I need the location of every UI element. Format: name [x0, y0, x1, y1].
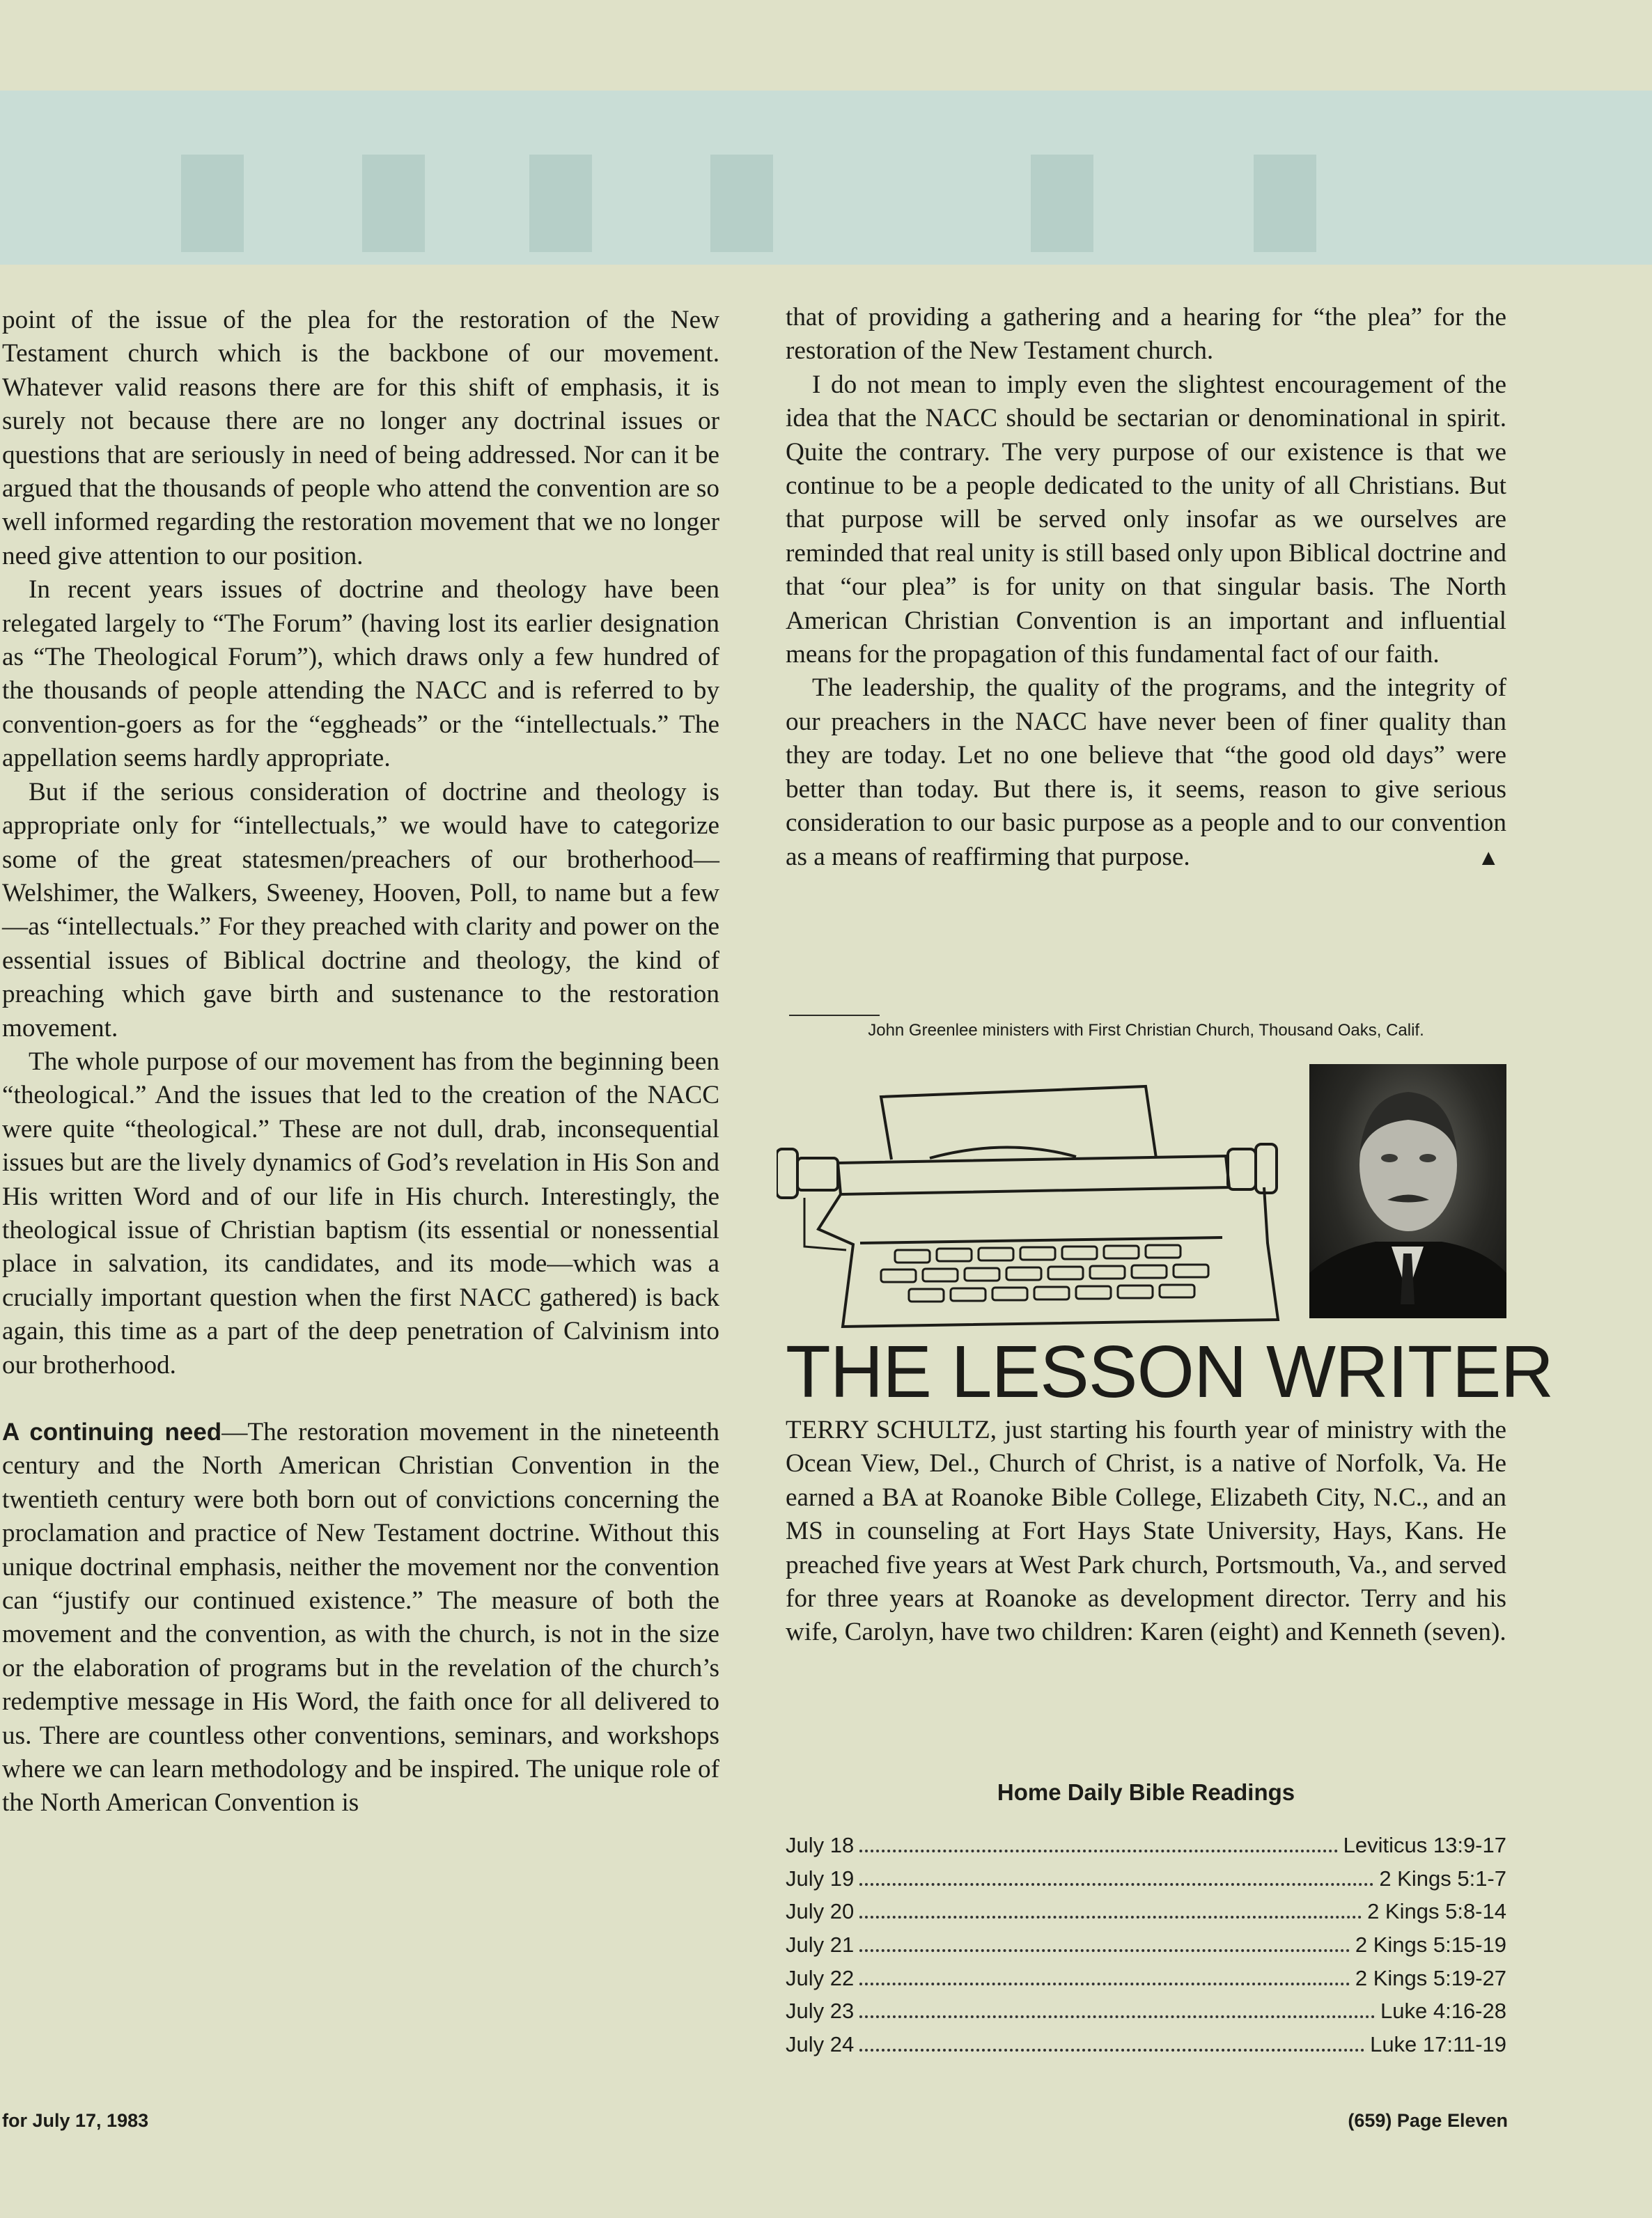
leader-dots [859, 1983, 1350, 1985]
reading-date: July 19 [786, 1866, 855, 1891]
reading-row [786, 1932, 1506, 1966]
reading-date: July 22 [786, 1965, 855, 1990]
reading-ref: 2 Kings 5:19-27 [1355, 1965, 1506, 1990]
article-paragraph: that of providing a gathering and a hearing for “the plea” for the restoration of the New Testament church. [786, 303, 1506, 366]
article-right-column [786, 301, 1506, 874]
article-paragraph [786, 671, 1506, 873]
credit-rule [789, 1015, 880, 1016]
section-heading: A continuing need [2, 1419, 222, 1446]
section-text: —The restoration movement in the nineteenth century and the North American Christian Convention in the twentieth century were both born out of convictions concerning the proclamation and practice of New Testament doctrine. Without this unique doctrinal emphasis, neither the movement nor the convention can “justify our continued existence.” The measure of both the movement and the convention, as with the church, is not in the size or the elaboration of programs but in the revelation of the church’s redemptive message in His Word, the faith once for all delivered to us. There are countless other conventions, seminars, and workshops where we can learn methodology and be inspired. The unique role of the North American Convention is [2, 1418, 720, 1818]
leader-dots [859, 2015, 1375, 2018]
platen-knob-right [1256, 1144, 1277, 1193]
top-photo-band [0, 91, 1652, 265]
leader-dots [859, 1949, 1350, 1952]
end-mark-icon: ▲ [1477, 844, 1499, 870]
section-paragraph [2, 1416, 719, 1820]
footer-date: for July 17, 1983 [2, 2110, 149, 2131]
typewriter-illustration [777, 1083, 1292, 1334]
platen-knob-left [777, 1149, 797, 1198]
reading-date: July 18 [786, 1833, 855, 1857]
readings-title: Home Daily Bible Readings [997, 1779, 1295, 1805]
leader-dots [859, 2049, 1364, 2052]
reading-row [786, 2032, 1506, 2065]
reading-ref: 2 Kings 5:8-14 [1367, 1899, 1506, 1924]
reading-row [786, 1899, 1506, 1932]
leader-dots [859, 1883, 1373, 1886]
reading-ref: Leviticus 13:9-17 [1343, 1833, 1506, 1857]
typewriter-keys [881, 1245, 1208, 1302]
lesson-writer-headline: THE LESSON WRITER [786, 1331, 1554, 1413]
reading-date: July 24 [786, 2032, 855, 2057]
readings-list [786, 1833, 1506, 2065]
reading-row [786, 1866, 1506, 1900]
platen [838, 1156, 1229, 1194]
author-credit: John Greenlee ministers with First Christian Church, Thousand Oaks, Calif. [868, 1021, 1424, 1040]
reading-row [786, 1999, 1506, 2032]
footer-page-number: (659) Page Eleven [1348, 2110, 1508, 2131]
article-paragraph: I do not mean to imply even the slightest encouragement of the idea that the NACC should be sectarian or denominational in spirit. Quite the contrary. The very purpose of our existence is that we continue to be a people dedicated to the unity of all Christians. But that purpose will be served only insofar as we ourselves are reminded that real unity is still based only upon Biblical doctrine and that “our plea” is for unity on that singular basis. The North American Christian Convention is an important and influential means for the propagation of this fundamental fact of our faith. [786, 370, 1506, 669]
reading-ref: 2 Kings 5:1-7 [1379, 1866, 1506, 1891]
article-paragraph: In recent years issues of doctrine and theology have been relegated largely to “The Forum” (having lost its earlier designation as “The Theological Forum”), which draws only a few hundred of the thousands of people attending the NACC and is referred to by convention-goers as for the “eggheads” or the “intellectuals.” The appellation seems hardly appropriate. [2, 575, 719, 773]
article-left-column [2, 304, 719, 1820]
portrait-photo [1309, 1064, 1506, 1318]
leader-dots [859, 1916, 1362, 1919]
leader-dots [859, 1850, 1337, 1852]
reading-date: July 21 [786, 1932, 855, 1958]
reading-date: July 20 [786, 1899, 855, 1924]
article-paragraph: But if the serious consideration of doctrine and theology is appropriate only for “intellectuals,” we would have to categorize some of the great statesmen/preachers of our brotherhood—Welshimer, the Walkers, Sweeney, Hooven, Poll, to name but a few—as “intellectuals.” For they preached with clarity and power on the essential issues of Biblical doctrine and theology, the kind of preaching which gave birth and sustenance to the restoration movement. [2, 777, 719, 1042]
article-paragraph: point of the issue of the plea for the restoration of the New Testament church which is the backbone of our movement. Whatever valid reasons there are for this shift of emphasis, it is surely not because there are no longer any doctrinal issues or questions that are seriously in need of being addressed. Nor can it be argued that the thousands of people who attend the convention are so well informed regarding the restoration movement that we no longer need give attention to our position. [2, 306, 719, 570]
reading-row [786, 1966, 1506, 1999]
reading-ref: Luke 4:16-28 [1380, 1999, 1506, 2024]
reading-row [786, 1833, 1506, 1866]
lesson-writer-bio: TERRY SCHULTZ, just starting his fourth year of ministry with the Ocean View, Del., Church of Christ, is a native of Norfolk, Va. He earned a BA at Roanoke Bible College, Elizabeth City, N.C., and an MS in counseling at Fort Hays State University, Hays, Kans. He preached five years at West Park church, Portsmouth, Va., and served for three years at Roanoke as development director. Terry and his wife, Carolyn, have two children: Karen (eight) and Kenneth (seven). [786, 1416, 1506, 1647]
article-last-text: The leadership, the quality of the programs, and the integrity of our preachers in the NACC have never been of finer quality than they are today. Let no one believe that “the good old days” were better than today. But there is, it seems, reason to give serious consideration to our basic purpose as a people and to our convention as a means of reaffirming that purpose. [786, 673, 1506, 871]
reading-date: July 23 [786, 1999, 855, 2024]
reading-ref: Luke 17:11-19 [1370, 2032, 1506, 2057]
reading-ref: 2 Kings 5:15-19 [1355, 1932, 1506, 1958]
article-paragraph: The whole purpose of our movement has from the beginning been “theological.” And the issues that led to the creation of the NACC were quite “theological.” These are not dull, drab, inconsequential issues but are the lively dynamics of God’s revelation in His Son and His written Word and of our life in His church. Interestingly, the theological issue of Christian baptism (its essential or nonessential place in salvation, its candidates, and its mode—which was a crucially important question when the first NACC gathered) is back again, this time as a part of the deep penetration of Calvinism into our brotherhood. [2, 1047, 719, 1380]
